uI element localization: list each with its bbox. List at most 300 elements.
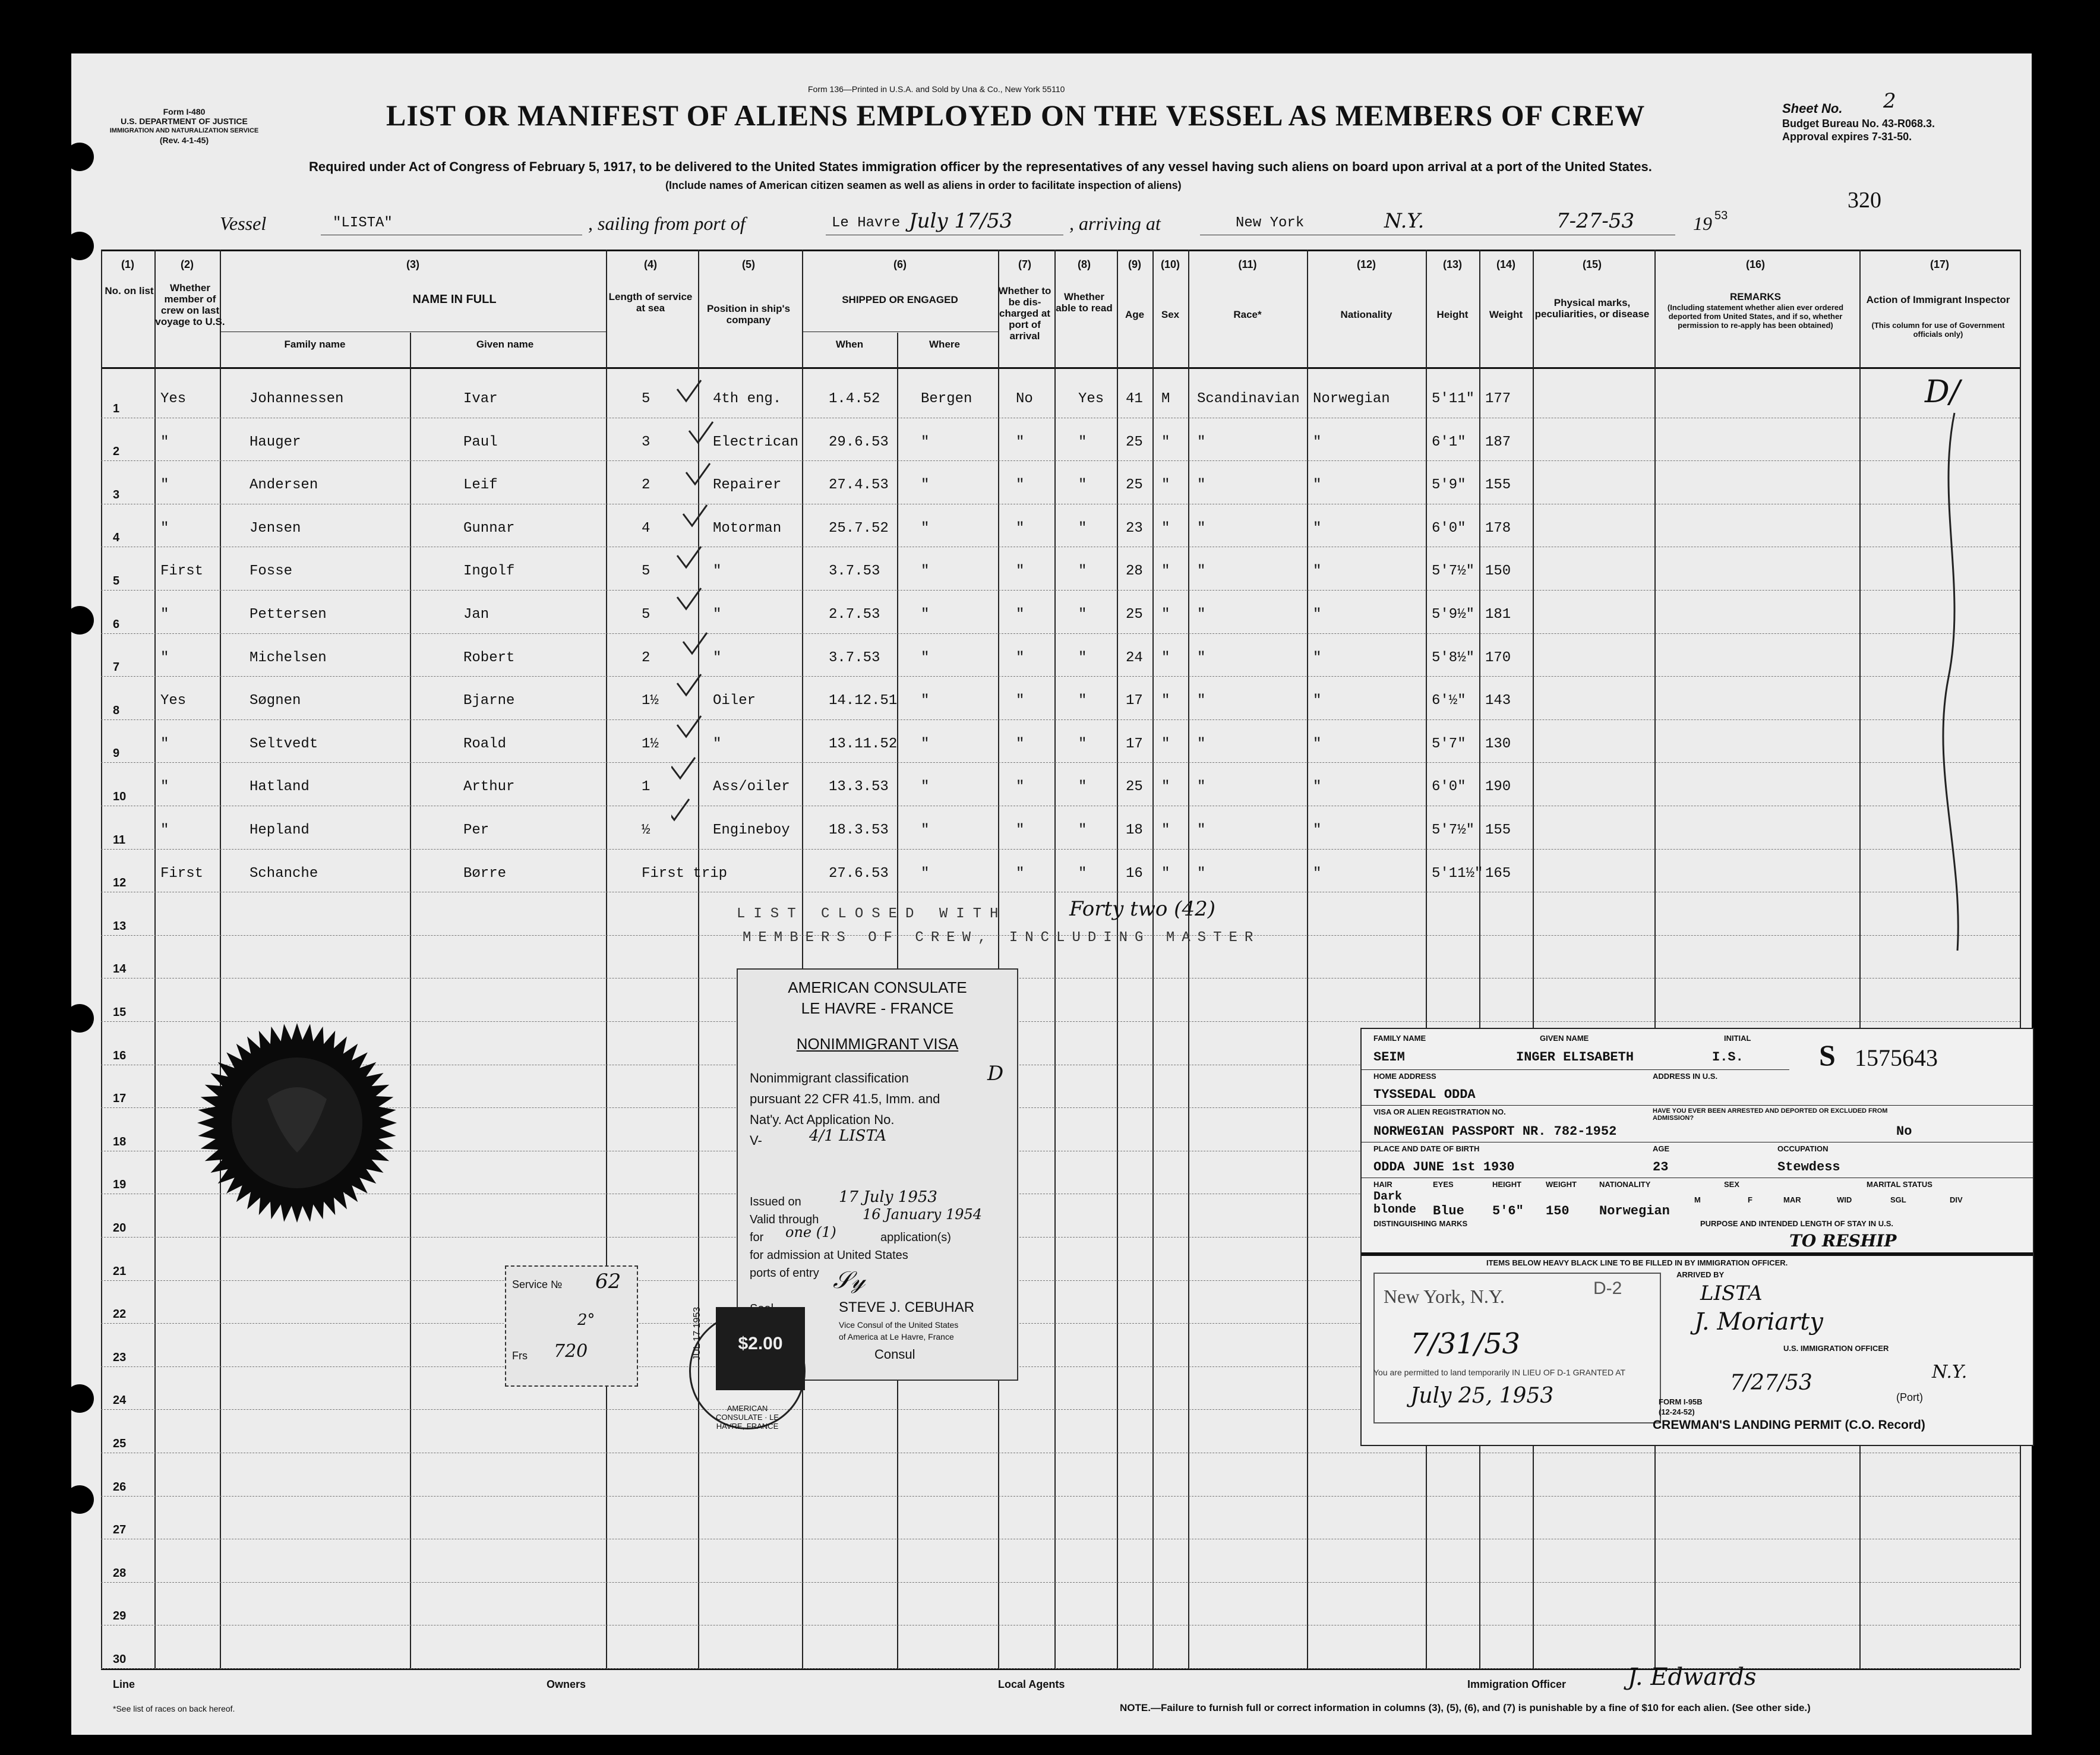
permit-height: 5'6" [1492,1204,1524,1219]
inspector-mark: D/ [1925,374,1960,410]
row-number: 8 [113,703,120,717]
punch-hole [65,1004,94,1033]
cell-last: " [160,477,169,494]
stamp-until: July 25, 1953 [1410,1384,1554,1408]
cell-dis: " [1016,779,1025,796]
cell-sex: M [1161,391,1170,407]
permit-us-address-label: ADDRESS IN U.S. [1653,1072,1718,1081]
arrival-port: New York [1236,215,1305,231]
permit-home-label: HOME ADDRESS [1373,1072,1436,1081]
permit-wid: WID [1837,1195,1852,1204]
permit-family-label: FAMILY NAME [1373,1034,1426,1043]
row-number: 5 [113,575,120,588]
column-number: (17) [1930,258,1949,270]
row-rule [101,1582,2020,1583]
cell-sex: " [1161,520,1170,536]
cell-dis: " [1016,477,1025,494]
cell-given: Paul [463,434,498,450]
cell-family: Seltvedt [250,736,318,752]
row-number: 30 [113,1653,127,1666]
consul-location: of America at Le Havre, France [839,1332,954,1341]
permit-sex-m: M [1694,1195,1701,1204]
cell-age: 16 [1126,865,1143,882]
permit-serial: 1575643 [1855,1044,1938,1071]
cell-where: " [921,563,930,580]
cell-height: 5'11" [1432,391,1475,407]
stamp-city: New York, N.Y. [1384,1286,1505,1307]
vessel-name: "LISTA" [333,215,393,231]
cell-weight: 178 [1485,520,1511,536]
permit-mar: MAR [1783,1195,1801,1204]
cell-weight: 165 [1485,865,1511,882]
permit-family: SEIM [1373,1050,1405,1065]
permit-below-line-note: ITEMS BELOW HEAVY BLACK LINE TO BE FILLED IN BY IMMIGRATION OFFICER. [1486,1258,1788,1267]
cell-family: Hepland [250,822,310,838]
cell-position: 4th eng. [713,391,782,407]
footer-officer-signature: J. Edwards [1628,1664,1757,1691]
permit-weight-label: WEIGHT [1546,1180,1577,1189]
permit-marital-label: MARITAL STATUS [1867,1180,1932,1189]
arriving-label: , arriving at [1069,213,1161,234]
row-number: 2 [113,445,120,459]
column-number: (6) [893,258,907,270]
cell-sex: " [1161,822,1170,838]
list-closed-count: Forty two (42) [1069,897,1215,921]
consul-name: STEVE J. CEBUHAR [839,1299,975,1315]
footer-owners-label: Owners [547,1678,586,1690]
permit-initial-label: INITIAL [1724,1034,1751,1043]
row-rule [101,806,2020,807]
row-rule [101,676,2020,677]
fee-stamp [716,1307,805,1390]
cell-given: Jan [463,607,490,623]
crewman-landing-permit [1360,1028,2034,1446]
cell-weight: 170 [1485,649,1511,666]
cell-when: 27.6.53 [829,865,889,882]
permit-birth: ODDA JUNE 1st 1930 [1373,1160,1515,1175]
cell-read: " [1078,607,1087,623]
cell-service: First trip [642,865,728,882]
cell-read: " [1078,520,1087,536]
cell-weight: 181 [1485,607,1511,623]
permit-sex-label: SEX [1724,1180,1740,1189]
for-label: for [750,1231,764,1244]
permit-initial: I.S. [1712,1050,1744,1065]
punch-hole [65,606,94,635]
col-header-age: Age [1125,309,1145,320]
cell-nat: " [1313,736,1322,752]
col-header-given: Given name [476,339,534,350]
row-number: 21 [113,1264,127,1278]
row-number: 9 [113,747,120,760]
cell-when: 13.3.53 [829,779,889,796]
row-rule [101,590,2020,591]
cell-service: 4 [642,520,650,536]
column-rule [802,250,803,1668]
approval-expiry: Approval expires 7-31-50. [1782,131,1912,143]
form-number: Form I-480 [163,107,206,116]
cell-sex: " [1161,477,1170,494]
subtitle: Required under Act of Congress of February 5, 1917, to be delivered to the United States immigration officer by the representatives of any vessel having such aliens on board upon arrival at a port of the United States. [309,159,1652,174]
cell-family: Andersen [250,477,318,494]
cell-read: " [1078,822,1087,838]
row-rule [101,1496,2020,1497]
cell-height: 6'0" [1432,779,1466,796]
cell-race: " [1197,822,1206,838]
permit-home: TYSSEDAL ODDA [1373,1087,1476,1102]
row-number: 13 [113,919,127,933]
col-header-inspector: Action of Immigrant Inspector [1866,294,2010,305]
cell-nat: " [1313,477,1322,494]
cell-position: " [713,649,722,666]
cell-nat: " [1313,865,1322,882]
cell-height: 5'9½" [1432,607,1475,623]
ports-label: ports of entry [750,1267,819,1280]
permit-hair-label: HAIR [1373,1180,1392,1189]
permit-rule [1362,1105,2033,1106]
row-rule [101,460,2020,462]
cell-sex: " [1161,563,1170,580]
column-rule [1654,250,1656,1668]
cell-age: 25 [1126,434,1143,450]
row-number: 24 [113,1394,127,1407]
valid-label: Valid through [750,1213,819,1226]
cell-race: " [1197,563,1206,580]
cell-nat: " [1313,563,1322,580]
row-rule [101,1539,2020,1540]
cell-read: " [1078,693,1087,709]
permit-age: 23 [1653,1160,1669,1175]
subcolumn-rule [410,333,411,1668]
col-header-when: When [835,339,864,350]
cell-weight: 130 [1485,736,1511,752]
cell-height: 6'½" [1432,693,1466,709]
permit-arrested: No [1896,1124,1912,1139]
inspector-ditto-line [1931,410,1978,957]
cell-nat: " [1313,434,1322,450]
permit-occupation-label: OCCUPATION [1777,1144,1829,1153]
row-rule [101,633,2020,635]
permit-arrived: LISTA [1700,1281,1763,1305]
cell-age: 25 [1126,477,1143,494]
col-header-discharged: Whether to be dis-charged at port of arrival [998,285,1051,342]
cell-given: Ingolf [463,563,515,580]
permit-nationality-label: NATIONALITY [1599,1180,1651,1189]
row-number: 23 [113,1350,127,1364]
cell-read: " [1078,779,1087,796]
cell-last: " [160,649,169,666]
list-closed-text: LIST CLOSED WITH [737,906,1007,922]
cell-given: Bjarne [463,693,515,709]
cell-dis: " [1016,693,1025,709]
table-top-rule [101,250,2020,251]
visa-application-prefix: V- [750,1133,762,1148]
cell-position: Oiler [713,693,756,709]
cell-race: " [1197,607,1206,623]
col-header-weight: Weight [1489,309,1523,320]
col-header-physical: Physical marks, peculiarities, or disease [1534,297,1650,320]
punch-hole [65,143,94,171]
service-number: 62 [595,1270,621,1293]
cell-nat: " [1313,607,1322,623]
cell-family: Fosse [250,563,293,580]
cell-weight: 187 [1485,434,1511,450]
year-prefix: 19 [1693,213,1712,234]
cell-dis: " [1016,434,1025,450]
footer-fine-note: NOTE.—Failure to furnish full or correct information in columns (3), (5), (6), and (7) is punishable by a fine of $10 for each alien. (See other side.) [1120,1702,1811,1713]
punch-hole [65,1485,94,1514]
cell-sex: " [1161,649,1170,666]
cell-height: 6'0" [1432,520,1466,536]
departure-port: Le Havre [832,215,901,231]
row-number: 3 [113,488,120,501]
cell-family: Jensen [250,520,301,536]
permit-form-number: FORM I-95B [1659,1397,1703,1406]
cell-last: First [160,865,204,882]
cell-where: " [921,736,930,752]
cell-where: " [921,822,930,838]
cell-given: Per [463,822,490,838]
cell-read: " [1078,434,1087,450]
permit-serial-letter: S [1819,1039,1836,1072]
cell-where: " [921,779,930,796]
cell-age: 24 [1126,649,1143,666]
column-rule [154,250,156,1668]
fee-ring-text: AMERICAN CONSULATE · LE HAVRE, FRANCE [716,1404,779,1431]
cell-position: Engineboy [713,822,790,838]
cell-family: Michelsen [250,649,327,666]
cell-read: " [1078,865,1087,882]
cell-where: " [921,434,930,450]
row-number: 20 [113,1221,127,1235]
permit-officer-label: U.S. IMMIGRATION OFFICER [1783,1344,1889,1353]
cell-height: 5'11½" [1432,865,1483,882]
col-header-no: No. on list [105,285,154,296]
column-number: (8) [1078,258,1091,270]
cell-weight: 155 [1485,822,1511,838]
column-number: (1) [121,258,134,270]
col-header-sex: Sex [1161,309,1180,320]
row-rule [101,762,2020,763]
cell-weight: 150 [1485,563,1511,580]
row-number: 26 [113,1480,127,1494]
row-rule [101,504,2020,505]
cell-age: 18 [1126,822,1143,838]
col-header-name: NAME IN FULL [412,293,497,306]
row-number: 12 [113,876,127,890]
cell-dis: " [1016,736,1025,752]
cell-position: Repairer [713,477,782,494]
cell-service: 1½ [642,693,659,709]
cell-given: Ivar [463,391,498,407]
cell-where: " [921,477,930,494]
column-rule [1188,250,1189,1668]
cell-race: " [1197,477,1206,494]
permit-officer-signature: J. Moriarty [1694,1308,1823,1336]
cell-race: " [1197,865,1206,882]
column-rule [1426,250,1427,1668]
cell-where: " [921,693,930,709]
footer-agents-label: Local Agents [998,1678,1065,1690]
footer-officer-label: Immigration Officer [1467,1678,1567,1690]
cell-family: Hauger [250,434,301,450]
column-number: (14) [1496,258,1515,270]
column-rule [1307,250,1308,1668]
cell-nat: " [1313,649,1322,666]
cell-read: " [1078,649,1087,666]
cell-when: 3.7.53 [829,563,880,580]
row-rule [101,547,2020,548]
permit-visa-label: VISA OR ALIEN REGISTRATION NO. [1373,1107,1506,1116]
issued-date: 17 July 1953 [839,1188,937,1206]
consulate-city: LE HAVRE - FRANCE [801,999,954,1017]
cell-dis: " [1016,649,1025,666]
page-number: 320 [1848,188,1881,213]
permit-weight: 150 [1546,1204,1570,1219]
cell-sex: " [1161,434,1170,450]
cell-nat: " [1313,520,1322,536]
cell-where: " [921,520,930,536]
arrival-date: 7-27-53 [1556,209,1635,233]
visa-classification: D [987,1062,1004,1085]
visa-regulation: pursuant 22 CFR 41.5, Imm. and [750,1091,940,1106]
col-header-remarks-note: (Including statement whether alien ever ordered deported from United States, and if so, whether permission to re-apply has been obtained) [1667,303,1844,330]
frs-label: Frs [512,1350,528,1362]
row-number: 27 [113,1523,127,1537]
column-rule [1479,250,1480,1668]
cell-where: Bergen [921,391,972,407]
for-count: one (1) [785,1224,836,1241]
cell-last: " [160,434,169,450]
row-number: 25 [113,1437,127,1450]
departure-date: July 17/53 [909,209,1013,233]
cell-height: 5'9" [1432,477,1466,494]
cell-nat: Norwegian [1313,391,1390,407]
sailing-label: , sailing from port of [588,213,746,234]
permit-purpose-label: PURPOSE AND INTENDED LENGTH OF STAY IN U.S. [1700,1219,1894,1228]
column-number: (2) [181,258,194,270]
table-header-rule [101,367,2020,369]
footer-race-note: *See list of races on back hereof. [113,1704,235,1713]
cell-read: " [1078,563,1087,580]
cell-age: 41 [1126,391,1143,407]
permit-rule [1362,1069,1789,1070]
column-rule [220,250,221,1668]
cell-where: " [921,607,930,623]
column-number: (10) [1160,258,1180,270]
cell-race: Scandinavian [1197,391,1300,407]
cell-given: Robert [463,649,515,666]
cell-race: " [1197,736,1206,752]
admission-label: for admission at United States [750,1249,908,1262]
cell-where: " [921,865,930,882]
cell-dis: " [1016,865,1025,882]
cell-where: " [921,649,930,666]
cell-sex: " [1161,736,1170,752]
permit-eyes: Blue [1433,1204,1464,1219]
cell-age: 17 [1126,736,1143,752]
column-rule [1054,250,1056,1668]
vessel-label: Vessel [220,213,267,234]
column-number: (16) [1745,258,1765,270]
cell-position: " [713,607,722,623]
visa-application-number: 4/1 LISTA [809,1127,887,1145]
permit-d-class: D-2 [1593,1279,1622,1298]
cell-service: 5 [642,563,650,580]
cell-last: Yes [160,391,187,407]
visa-application-label: Nat'y. Act Application No. [750,1112,895,1127]
cell-position: Electrican [713,434,799,450]
permit-eyes-label: EYES [1433,1180,1454,1189]
permit-purpose: TO RESHIP [1789,1231,1897,1251]
column-number: (13) [1442,258,1462,270]
column-number: (5) [742,258,755,270]
col-header-inspector-note: (This column for use of Government officials only) [1871,321,2005,339]
permit-age-label: AGE [1653,1144,1670,1153]
column-number: (9) [1128,258,1141,270]
visa-classification-label: Nonimmigrant classification [750,1071,909,1085]
cell-age: 17 [1126,693,1143,709]
cell-given: Børre [463,865,507,882]
cell-position: Motorman [713,520,782,536]
col-header-read: Whether able to read [1056,291,1113,314]
cell-dis: " [1016,607,1025,623]
cell-last: " [160,607,169,623]
subtitle-note: (Include names of American citizen seamen as well as aliens in order to facilitate inspection of aliens) [665,179,1182,191]
consul-title: Vice Consul of the United States [839,1320,959,1330]
cell-sex: " [1161,865,1170,882]
cell-nat: " [1313,779,1322,796]
row-number: 18 [113,1135,127,1148]
cell-service: 5 [642,391,650,407]
cell-when: 27.4.53 [829,477,889,494]
punch-hole [65,232,94,260]
punch-hole [65,1384,94,1413]
permit-arrived-label: ARRIVED BY [1676,1270,1725,1279]
cell-sex: " [1161,607,1170,623]
permit-heavy-line [1362,1252,2033,1256]
cell-family: Pettersen [250,607,327,623]
cell-race: " [1197,520,1206,536]
permit-birth-label: PLACE AND DATE OF BIRTH [1373,1144,1480,1153]
column-rule [1533,250,1534,1668]
cell-dis: " [1016,520,1025,536]
permit-given-label: GIVEN NAME [1540,1034,1589,1043]
embossed-seal [196,1022,398,1224]
form-id-block [107,107,261,145]
cell-given: Roald [463,736,507,752]
cell-read: " [1078,736,1087,752]
row-number: 15 [113,1006,127,1019]
cell-weight: 177 [1485,391,1511,407]
permit-passport: NORWEGIAN PASSPORT NR. 782-1952 [1373,1124,1617,1139]
cell-service: 5 [642,607,650,623]
row-number: 14 [113,962,127,976]
fee-stamp-date: JUL 17 1953 [692,1306,702,1361]
column-rule [101,250,102,1668]
column-rule [2020,250,2021,1668]
cell-given: Leif [463,477,498,494]
cell-last: " [160,822,169,838]
permit-occupation: Stewdess [1777,1160,1840,1175]
permit-port-label: (Port) [1896,1391,1923,1403]
cell-age: 25 [1126,607,1143,623]
cell-race: " [1197,693,1206,709]
cell-height: 5'7½" [1432,563,1475,580]
cell-service: 1 [642,779,650,796]
row-rule [101,719,2020,721]
cell-family: Hatland [250,779,310,796]
